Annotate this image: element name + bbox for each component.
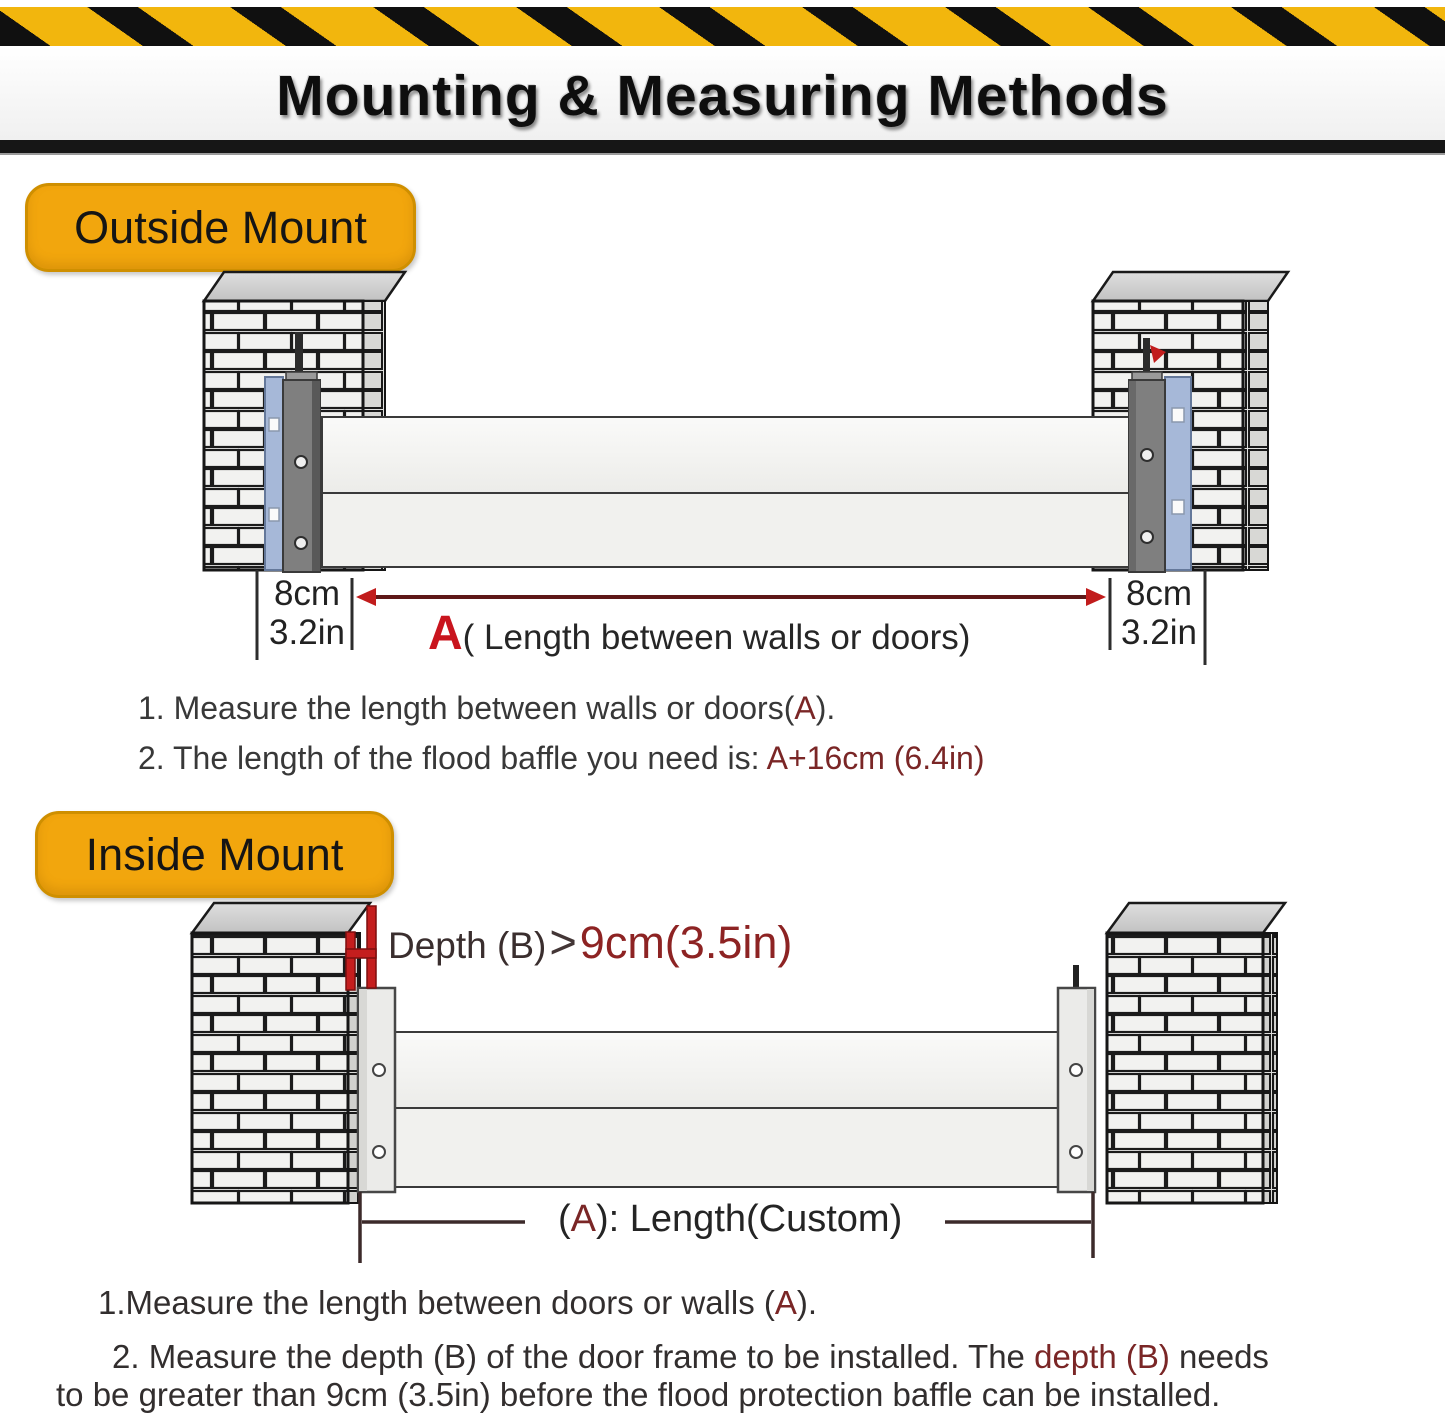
instr-formula: A+16cm (6.4in) xyxy=(766,740,985,776)
instr-text: 2. The length of the flood baffle you need is: xyxy=(138,740,767,776)
instr-text: 1. Measure the length between walls or doors( xyxy=(138,690,795,726)
outside-left-gap-label xyxy=(252,574,362,652)
outside-right-channel xyxy=(1129,345,1191,572)
inside-length-label xyxy=(558,1198,902,1241)
depth-label xyxy=(388,914,792,969)
instr-text-end: ). xyxy=(796,1284,818,1321)
length-label-text: ( Length between walls or doors) xyxy=(462,618,971,657)
instr-letter-a: A xyxy=(774,1284,797,1321)
instr-letter-a: A xyxy=(794,690,816,726)
gap-cm: 8cm xyxy=(1125,574,1193,613)
instr-text: 1.Measure the length between doors or walls ( xyxy=(98,1284,775,1321)
inside-instruction-2 xyxy=(112,1338,1269,1376)
inside-right-pillar xyxy=(1107,903,1285,1203)
inside-mount-badge-label: Inside Mount xyxy=(85,828,344,880)
greater-than-sign: > xyxy=(549,915,577,968)
gap-cm: 8cm xyxy=(273,574,341,613)
inside-flood-barrier xyxy=(395,1032,1058,1187)
outside-instruction-2 xyxy=(138,740,985,777)
instr-text-end: needs xyxy=(1169,1338,1269,1375)
length-letter-a: A xyxy=(570,1198,597,1240)
instr-text: 2. Measure the depth (B) of the door frame to be installed. The xyxy=(112,1338,1035,1375)
outside-left-channel xyxy=(265,372,320,572)
paren: ( xyxy=(558,1198,571,1240)
inside-instruction-1 xyxy=(98,1284,817,1322)
length-letter-a: A xyxy=(428,607,463,660)
depth-value: 9cm(3.5in) xyxy=(579,917,793,968)
inside-left-pillar xyxy=(192,903,370,1203)
outside-right-gap-label xyxy=(1104,574,1214,652)
instr-depth-highlight: depth (B) xyxy=(1034,1338,1170,1375)
inside-right-channel xyxy=(1058,965,1095,1192)
outside-flood-barrier xyxy=(322,417,1129,567)
outside-mount-badge-label: Outside Mount xyxy=(74,201,367,253)
outside-length-arrow xyxy=(356,588,1106,606)
inside-left-channel xyxy=(358,988,395,1192)
outside-instruction-1 xyxy=(138,690,835,727)
inside-instruction-2-line2: to be greater than 9cm (3.5in) before the flood protection baffle can be installed. xyxy=(56,1376,1221,1413)
depth-label-text: Depth (B) xyxy=(388,925,547,966)
inside-right-rod xyxy=(1073,965,1079,990)
gap-in: 3.2in xyxy=(1121,613,1197,652)
length-label-text: ): Length(Custom) xyxy=(596,1198,903,1240)
outside-length-label xyxy=(428,606,970,661)
page-title: Mounting & Measuring Methods xyxy=(276,64,1169,128)
instr-text-end: ). xyxy=(815,690,836,726)
gap-in: 3.2in xyxy=(269,613,345,652)
